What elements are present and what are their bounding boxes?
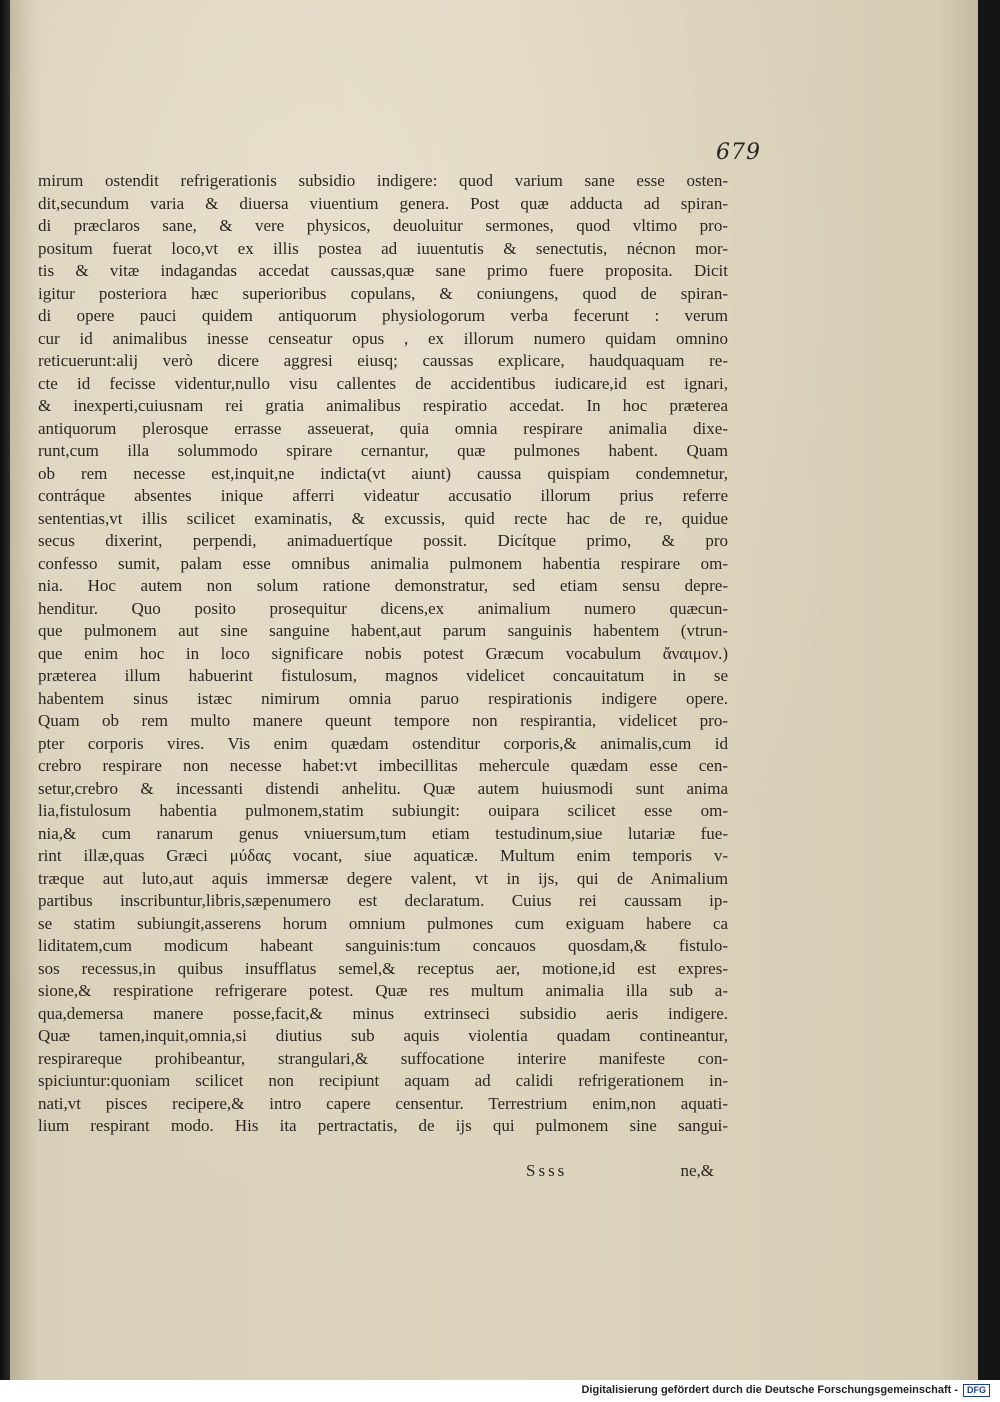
text-line: igitur posteriora hæc superioribus copulans, & coniungens, quod de spiran-	[38, 283, 728, 303]
text-line: di præclaros sane, & vere physicos, deuoluitur sermones, quod vltimo pro-	[38, 216, 728, 235]
text-line: confesso sumit, palam esse omnibus animalia pulmonem habentia respirare om-	[38, 553, 728, 573]
text-line: cte id fecisse videntur,nullo visu callentes de accidentibus iudicare,id est ignari,	[38, 373, 728, 393]
text-line: spiciuntur:quoniam scilicet non recipiunt aquam ad calidi refrigerationem in-	[38, 1071, 728, 1090]
text-line: nia. Hoc autem non solum ratione demonstratur, sed etiam sensu depre-	[38, 576, 728, 595]
text-line: qua,demersa manere posse,facit,& minus extrinseci subsidio aeris indigere.	[38, 1003, 728, 1023]
page-right-margin	[978, 0, 1000, 1380]
text-line: partibus inscribuntur,libris,sæpenumero est declaratum. Cuius rei caussam ip-	[38, 891, 728, 910]
text-line: ob rem necesse est,inquit,ne indicta(vt aiunt) caussa quispiam condemnetur,	[38, 463, 728, 483]
signature-mark: Ssss	[526, 1161, 568, 1180]
text-line: habentem sinus istæc nimirum omnia paruo respirationis indigere opere.	[38, 688, 728, 708]
body-text	[38, 170, 728, 1138]
text-line: tis & vitæ indagandas accedat caussas,quæ sane primo fuere proposita. Dicit	[38, 261, 728, 280]
text-line: antiquorum plerosque errasse asseuerat, quia omnia respirare animalia dixe-	[38, 418, 728, 438]
text-line: sententias,vt illis scilicet examinatis, & excussis, quid recte hac de re, quidue	[38, 508, 728, 528]
catchword: ne,&	[680, 1161, 714, 1180]
text-line: Quæ tamen,inquit,omnia,si diutius sub aquis violentia quadam contineantur,	[38, 1026, 728, 1045]
text-line: liditatem,cum modicum habeant sanguinis:tum concauos quosdam,& fistulo-	[38, 936, 728, 955]
text-line: que enim hoc in loco significare nobis potest Græcum vocabulum ἄναιμον.)	[38, 643, 728, 663]
text-line: mirum ostendit refrigerationis subsidio indigere: quod varium sane esse osten-	[38, 171, 728, 190]
footer-bar	[0, 1380, 1000, 1402]
text-line: runt,cum illa solummodo spirare cernantur, quæ pulmones habent. Quam	[38, 441, 728, 460]
text-line: di opere pauci quidem antiquorum physiologorum verba fecerunt : verum	[38, 306, 728, 325]
text-line: sione,& respiratione refrigerare potest. Quæ res multum animalia illa sub a-	[38, 981, 728, 1000]
text-line: lia,fistulosum habentia pulmonem,statim subiungit: ouipara scilicet esse om-	[38, 801, 728, 820]
text-line: nia,& cum ranarum genus vniuersum,tum etiam testudinum,siue lutariæ fue-	[38, 823, 728, 843]
text-line: se statim subiungit,asserens horum omnium pulmones cum exiguam habere ca	[38, 913, 728, 933]
text-line: cur id animalibus inesse censeatur opus , ex illorum numero quidam omnino	[38, 328, 728, 348]
text-line: positum fuerat loco,vt ex illis postea ad iuuentutis & senectutis, nécnon mor-	[38, 238, 728, 258]
dfg-logo-icon: DFG	[963, 1384, 990, 1397]
text-line: contráque absentes inique afferri videatur accusatio illorum prius referre	[38, 486, 728, 505]
text-line: lium respirant modo. His ita pertractatis, de ijs qui pulmonem sine sangui-	[38, 1116, 728, 1135]
page-foot	[38, 1161, 728, 1185]
text-line: sos recessus,in quibus insufflatus semel,& receptus aer, motione,id est expres-	[38, 958, 728, 978]
text-line: pter corporis vires. Vis enim quædam ostenditur corporis,& animalis,cum id	[38, 733, 728, 753]
text-line: præterea illum habuerint fistulosum, magnos videlicet concauitatum in se	[38, 666, 728, 685]
text-line: que pulmonem aut sine sanguine habent,aut parum sanguinis habentem (vtrun-	[38, 621, 728, 640]
text-line: Quam ob rem multo manere queunt tempore non respirantia, videlicet pro-	[38, 711, 728, 730]
text-line: henditur. Quo posito prosequitur dicens,ex animalium numero quæcun-	[38, 598, 728, 618]
text-line: crebro respirare non necesse habet:vt imbecillitas mehercule quædam esse cen-	[38, 756, 728, 775]
text-line: træque aut luto,aut aquis immersæ degere valent, vt in ijs, qui de Animalium	[38, 868, 728, 888]
text-line: dit,secundum varia & diuersa viuentium genera. Post quæ adducta ad spiran-	[38, 193, 728, 213]
text-line: nati,vt pisces recipere,& intro capere censentur. Terrestrium enim,non aquati-	[38, 1093, 728, 1113]
text-line: reticuerunt:alij verò dicere aggresi eiusq; caussas explicare, haudquaquam re-	[38, 351, 728, 370]
funding-credit: Digitalisierung gefördert durch die Deutsche Forschungsgemeinschaft -	[581, 1384, 958, 1396]
text-line: & inexperti,cuiusnam rei gratia animalibus respiratio accedat. In hoc præterea	[38, 396, 728, 415]
text-line: setur,crebro & incessanti distendi anhelitu. Quæ autem huiusmodi sunt anima	[38, 778, 728, 798]
page-number: 679	[716, 140, 761, 165]
text-line: secus dixerint, perpendi, animaduertíque possit. Dicítque primo, & pro	[38, 531, 728, 550]
text-line: rint illæ,quas Græci μύδας vocant, siue aquaticæ. Multum enim temporis v-	[38, 846, 728, 865]
text-line: respirareque prohibeantur, strangulari,& suffocatione interire manifeste con-	[38, 1048, 728, 1068]
